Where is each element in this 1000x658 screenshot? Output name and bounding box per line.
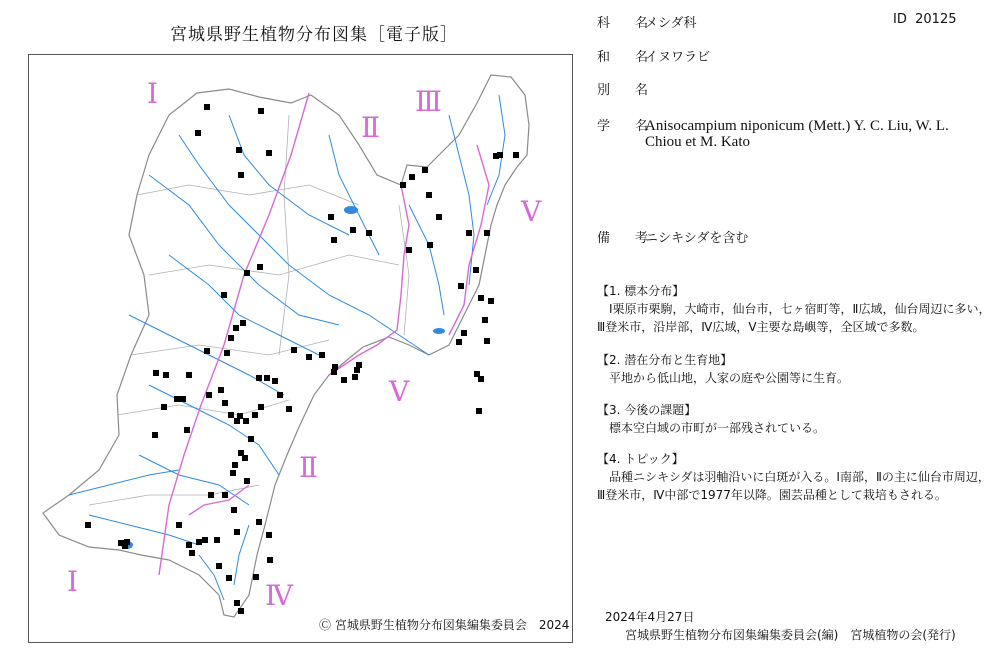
specimen-marker (208, 492, 214, 498)
specimen-marker (204, 348, 210, 354)
specimen-marker (319, 352, 325, 358)
specimen-marker (266, 150, 272, 156)
specimen-marker (478, 295, 484, 301)
specimen-marker (466, 230, 472, 236)
section-body: 標本空白域の市町が一部残されている。 (609, 421, 826, 435)
note-value: ニシキシダを含む (645, 231, 749, 246)
zone-label-2-south: Ⅱ (299, 451, 319, 484)
alias-label: 別 名 (597, 83, 655, 98)
japanese-name-label: 和 名 (597, 50, 655, 65)
specimen-marker (174, 396, 180, 402)
specimen-marker (356, 362, 362, 368)
specimen-marker (204, 104, 210, 110)
alias-row (597, 79, 655, 98)
section-potential-habitat (597, 351, 992, 387)
scientific-name-label: 学 名 (597, 119, 655, 134)
family-row (597, 12, 696, 31)
zone-label-2-north: Ⅱ (361, 111, 381, 144)
specimen-marker (222, 492, 228, 498)
specimen-marker (238, 172, 244, 178)
specimen-marker (228, 335, 234, 341)
specimen-marker (427, 242, 433, 248)
specimen-marker (484, 338, 490, 344)
section-body: 平地から低山地，人家の庭や公園等に生育。 (609, 371, 850, 385)
specimen-marker (214, 537, 220, 543)
family-value: メシダ科 (645, 16, 697, 31)
specimen-marker (256, 375, 262, 381)
specimen-marker (426, 192, 432, 198)
id-value: 20125 (915, 12, 957, 27)
specimen-marker (331, 237, 337, 243)
section-heading: 【4. トピック】 (597, 452, 684, 466)
specimen-marker (252, 412, 258, 418)
specimen-marker (258, 108, 264, 114)
specimen-marker (248, 436, 254, 442)
specimen-marker (400, 182, 406, 188)
specimen-marker (258, 404, 264, 410)
specimen-marker (206, 392, 212, 398)
specimen-marker (352, 374, 358, 380)
specimen-marker (332, 364, 338, 370)
specimen-marker (230, 470, 236, 476)
specimen-marker (228, 412, 234, 418)
section-heading: 【1. 標本分布】 (597, 284, 685, 298)
zone-label-5-north: Ⅴ (521, 195, 542, 228)
scientific-name-line2: Chiou et M. Kato (645, 134, 750, 150)
specimen-marker (161, 404, 167, 410)
copyright-notice: Ⓒ 宮城県野生植物分布図集編集委員会 2024 (319, 618, 570, 632)
zone-label-3: Ⅲ (415, 85, 443, 118)
zone-label-4: Ⅳ (265, 579, 293, 612)
specimen-marker (244, 270, 250, 276)
specimen-marker (122, 543, 128, 549)
specimen-marker (257, 264, 263, 270)
family-label: 科 名 (597, 16, 655, 31)
specimen-marker (406, 247, 412, 253)
specimen-marker (236, 147, 242, 153)
section-topics (597, 450, 992, 504)
specimen-marker (409, 174, 415, 180)
specimen-marker (202, 537, 208, 543)
specimen-marker (244, 478, 250, 484)
scientific-name-line1: Anisocampium niponicum (Mett.) Y. C. Liu, W. L. (645, 118, 949, 134)
specimen-marker (184, 427, 190, 433)
specimen-marker (216, 563, 222, 569)
specimen-marker (267, 557, 273, 563)
specimen-marker (253, 574, 259, 580)
specimen-marker (233, 325, 239, 331)
specimen-marker (286, 406, 292, 412)
specimen-marker (195, 130, 201, 136)
specimen-marker (422, 167, 428, 173)
specimen-marker (180, 396, 186, 402)
section-future-issues (597, 401, 992, 437)
specimen-marker (243, 418, 249, 424)
specimen-marker (186, 542, 192, 548)
specimen-marker (264, 375, 270, 381)
scientific-name-row (597, 115, 949, 135)
id-label: ID (893, 12, 907, 27)
specimen-marker (221, 292, 227, 298)
specimen-marker (497, 152, 503, 158)
specimen-marker (266, 532, 272, 538)
zone-label-5-south: Ⅴ (389, 375, 410, 408)
specimen-marker (350, 227, 356, 233)
specimen-marker (291, 347, 297, 353)
specimen-marker (153, 370, 159, 376)
section-heading: 【2. 潜在分布と生育地】 (597, 353, 733, 367)
section-specimen-distribution (597, 282, 992, 336)
specimen-marker (461, 330, 467, 336)
specimen-marker (240, 320, 246, 326)
scientific-name-row-2 (645, 134, 750, 151)
specimen-marker (196, 539, 202, 545)
specimen-marker (234, 418, 240, 424)
specimen-marker (341, 377, 347, 383)
specimen-marker (306, 354, 312, 360)
note-row (597, 227, 748, 246)
zone-label-1-south: Ⅰ (67, 565, 79, 598)
distribution-map (29, 55, 574, 644)
specimen-marker (482, 317, 488, 323)
specimen-marker (189, 550, 195, 556)
specimen-marker (476, 408, 482, 414)
specimen-marker (234, 600, 240, 606)
specimen-marker (234, 529, 240, 535)
publisher: 宮城県野生植物分布図集編集委員会(編) 宮城植物の会(発行) (625, 628, 956, 642)
specimen-marker (224, 350, 230, 356)
specimen-marker (272, 378, 278, 384)
specimen-marker (176, 522, 182, 528)
section-body: 品種ニシキシダは羽軸沿いに白斑が入る。Ⅰ南部，Ⅱの主に仙台市周辺，Ⅲ登米市，Ⅳ中部で1977年以降。園芸品種として栽培もされる。 (597, 470, 990, 502)
specimen-marker (231, 507, 237, 513)
zone-label-1-north: Ⅰ (147, 77, 159, 110)
specimen-marker (222, 400, 228, 406)
specimen-marker (242, 455, 248, 461)
specimen-marker (458, 283, 464, 289)
map-frame (28, 54, 573, 643)
japanese-name-row (597, 46, 710, 65)
publication-date: 2024年4月27日 (605, 610, 695, 624)
specimen-marker (488, 298, 494, 304)
note-label: 備 考 (597, 231, 655, 246)
specimen-marker (256, 519, 262, 525)
specimen-marker (456, 339, 462, 345)
section-heading: 【3. 今後の課題】 (597, 403, 697, 417)
map-title: 宮城県野生植物分布図集［電子版］ (170, 25, 458, 45)
specimen-marker (473, 267, 479, 273)
specimen-marker (484, 230, 490, 236)
specimen-marker (186, 372, 192, 378)
specimen-marker (218, 387, 224, 393)
id-row (893, 12, 956, 27)
specimen-marker (163, 372, 169, 378)
specimen-marker (366, 230, 372, 236)
section-body: Ⅰ栗原市栗駒，大崎市，仙台市，七ヶ宿町等，Ⅱ広域，仙台周辺に多い，Ⅲ登米市，沿岸部，Ⅳ広域，Ⅴ主要な島嶼等，全区域で多数。 (597, 302, 991, 334)
prefecture-outline (43, 75, 529, 617)
specimen-marker (238, 608, 244, 614)
specimen-marker (85, 522, 91, 528)
specimen-marker (328, 214, 334, 220)
japanese-name-value: イヌワラビ (645, 50, 711, 65)
specimen-marker (277, 392, 283, 398)
specimen-marker (232, 462, 238, 468)
specimen-marker (226, 575, 232, 581)
specimen-marker (436, 214, 442, 220)
specimen-marker (152, 432, 158, 438)
specimen-marker (513, 152, 519, 158)
specimen-marker (474, 371, 480, 377)
